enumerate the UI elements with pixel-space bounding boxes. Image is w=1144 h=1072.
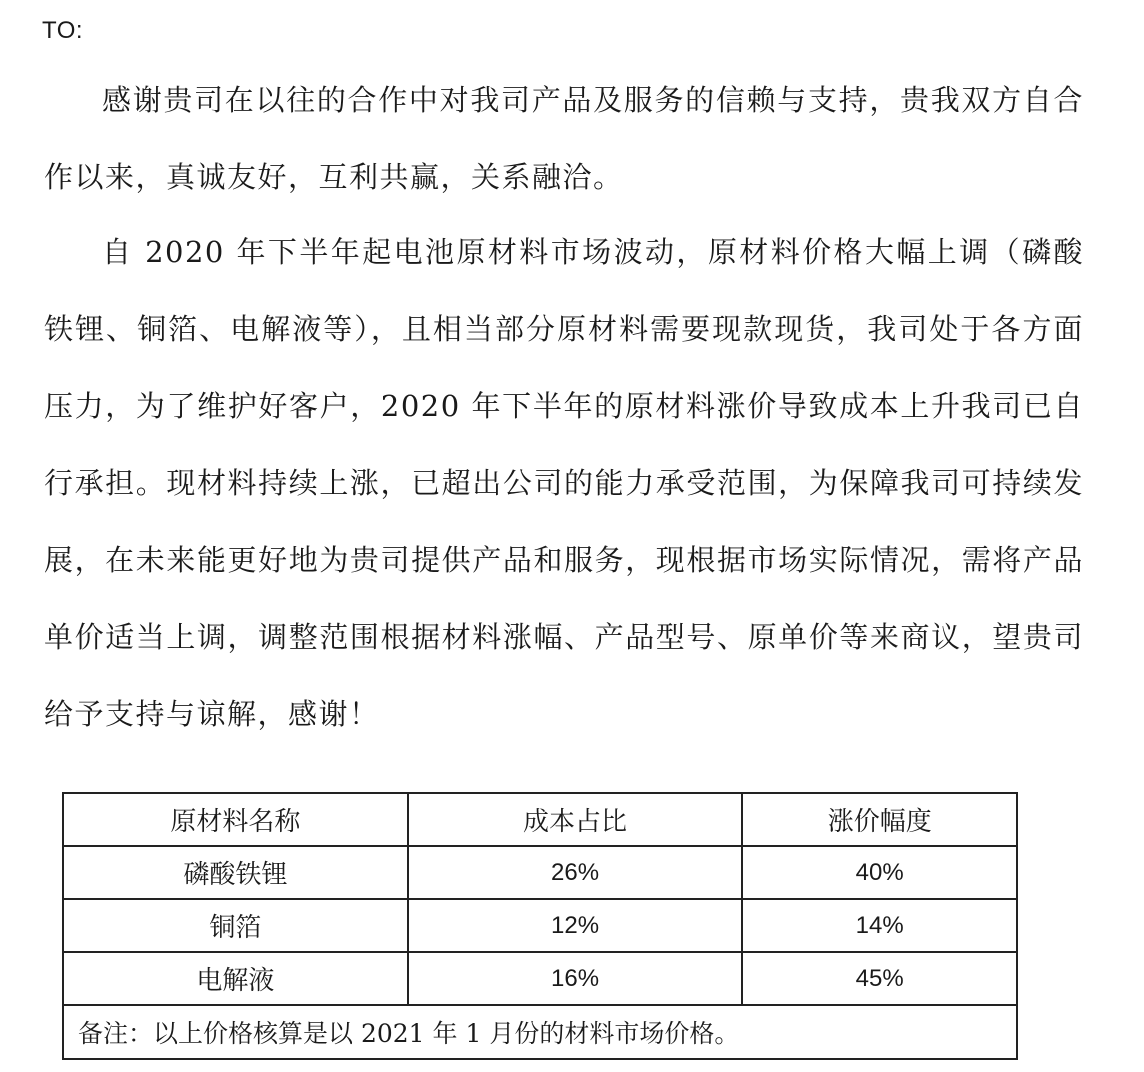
material-name-cell: 磷酸铁锂 — [63, 846, 408, 899]
table-note: 备注：以上价格核算是以 2021 年 1 月份的材料市场价格。 — [63, 1005, 1017, 1059]
price-increase-cell: 45% — [742, 952, 1017, 1005]
cost-share-cell: 26% — [408, 846, 743, 899]
paragraph-price-adjustment: 自 2020 年下半年起电池原材料市场波动，原材料价格大幅上调（磷酸铁锂、铜箔、电解液等），且相当部分原材料需要现款现货，我司处于各方面压力，为了维护好客户，2020 年下半年的原材料涨价导致成本上升我司已自行承担。现材料持续上涨，已超出公司的能力承受范围，为保障我司可持续发展，在未来能更好地为贵司提供产品和服务，现根据市场实际情况，需将产品单价适当上调，调整范围根据材料涨幅、产品型号、原单价等来商议，望贵司给予支持与谅解，感谢！ — [44, 235, 1084, 731]
header-price-increase: 涨价幅度 — [742, 793, 1017, 846]
material-name-cell: 电解液 — [63, 952, 408, 1005]
table-row — [63, 952, 1017, 1005]
header-cost-share: 成本占比 — [408, 793, 743, 846]
salutation: TO: — [42, 17, 84, 44]
cost-share-cell: 16% — [408, 952, 743, 1005]
cost-share-cell: 12% — [408, 899, 743, 952]
header-material-name: 原材料名称 — [63, 793, 408, 846]
table-row — [63, 846, 1017, 899]
price-increase-cell: 40% — [742, 846, 1017, 899]
table-note-row — [63, 1005, 1017, 1059]
price-increase-cell: 14% — [742, 899, 1017, 952]
material-price-table — [62, 792, 1018, 1060]
material-name-cell: 铜箔 — [63, 899, 408, 952]
paragraph-thanks: 感谢贵司在以往的合作中对我司产品及服务的信赖与支持，贵我双方自合作以来，真诚友好，互利共赢，关系融洽。 — [44, 83, 1084, 194]
table-header-row — [63, 793, 1017, 846]
table-row — [63, 899, 1017, 952]
